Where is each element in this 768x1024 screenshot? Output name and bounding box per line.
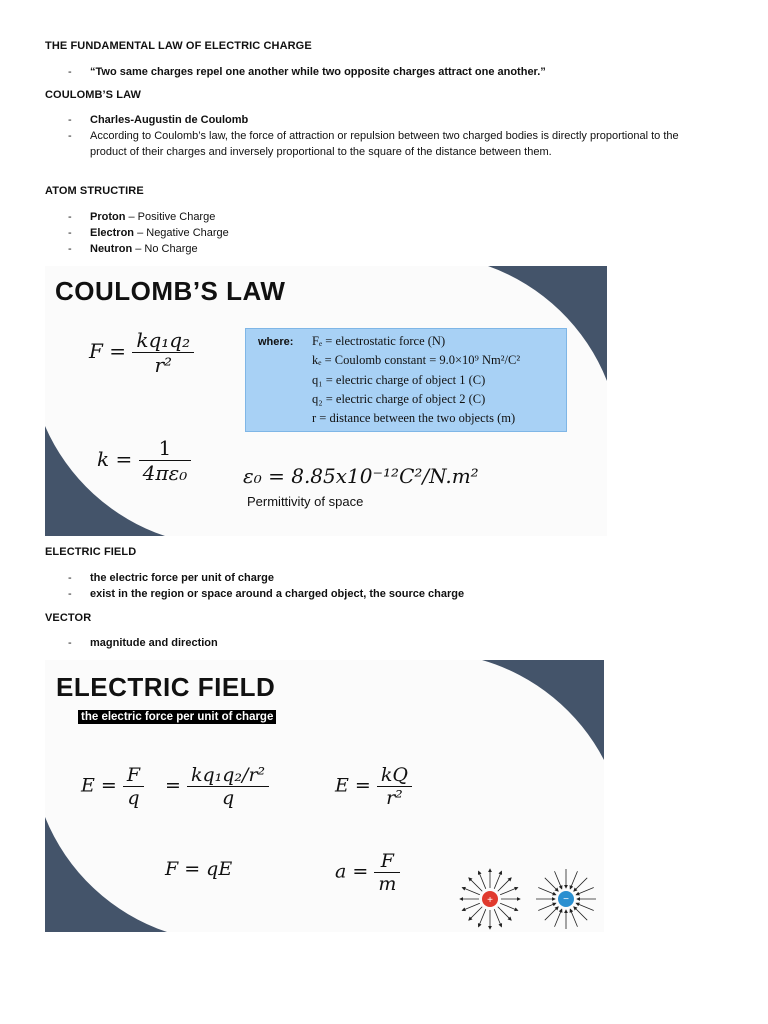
inward-field-line [576,888,594,895]
outward-field-line [479,909,486,927]
variables-legend [245,328,567,432]
electric-field-slide [45,660,604,932]
heading-coulombs-law: COULOMB’S LAW [45,89,142,101]
slide-subtitle: the electric force per unit of charge [78,710,276,724]
formula-lhs: k = [97,447,133,471]
coulomb-formula [89,328,194,377]
outward-field-line [462,903,480,910]
inward-field-line [545,907,558,920]
inward-field-line [576,903,594,910]
coulombs-law-slide [45,266,607,536]
outward-field-line [500,903,518,910]
bullet-dash: - [68,114,72,126]
bullet-dash: - [68,227,72,239]
atom-name: Proton [90,211,126,223]
force-formula: F = qE [165,858,233,880]
outward-field-line [500,888,518,895]
heading-vector: VECTOR [45,612,92,624]
formula-denominator: r² [132,352,194,377]
corner-arc-top-right [482,660,604,760]
outward-field-line [494,909,501,927]
atom-name: Neutron [90,243,133,255]
atom-name: Electron [90,227,135,239]
bullet-text: exist in the region or space around a charged object, the source charge [90,588,465,600]
bullet-dash: - [68,637,72,649]
formula-denominator: 4πε₀ [139,460,192,485]
outward-field-line [498,907,511,920]
bullet-text: the electric force per unit of charge [90,572,274,584]
formula-equals: = [165,774,181,797]
outward-field-line [469,878,482,891]
plus-sign: + [487,895,493,906]
formula-denominator: r² [377,786,412,809]
formula-lhs: a = [335,860,369,883]
field-lines-diagram [455,865,604,932]
inward-field-line [545,878,558,891]
slide-title: COULOMB’S LAW [55,276,286,306]
formula-numerator: kQ [380,764,408,786]
legend-line: q₂ = electric charge of object 2 (C) [312,392,486,406]
field-formula-force [81,764,144,809]
bullet-dash: - [68,588,72,600]
permittivity-formula: ε₀ = 8.85x10⁻¹²C²/N.m² [243,464,479,488]
inward-field-line [538,888,556,895]
bullet-text: According to Coulomb’s law, the force of attraction or repulsion between two charged bodies is directly proportional to the product of their charges and inversely proportional to the square of the distance between them. [90,130,679,158]
corner-arc-bottom-left [45,817,167,932]
formula-lhs: E = [81,774,117,797]
atom-desc: – Positive Charge [125,211,216,223]
outward-field-line [494,871,501,889]
k-formula [97,436,191,485]
formula-denominator: q [123,786,144,809]
field-formula-expanded [165,764,269,809]
bullet-text: magnitude and direction [90,637,218,649]
inward-field-line [555,871,562,889]
inward-field-line [570,909,577,927]
heading-fundamental-law: THE FUNDAMENTAL LAW OF ELECTRIC CHARGE [45,40,312,52]
bullet-dash: - [68,66,72,78]
formula-denominator: m [374,872,400,895]
heading-electric-field: ELECTRIC FIELD [45,546,137,558]
acceleration-formula [335,850,400,895]
atom-desc: – No Charge [132,243,198,255]
bullet-dash: - [68,211,72,223]
bullet-text: “Two same charges repel one another while two opposite charges attract one another.” [90,66,546,78]
legend-line: r = distance between the two objects (m) [312,411,516,425]
outward-field-line [462,888,480,895]
formula-lhs: F = [89,339,126,363]
inward-field-line [574,878,587,891]
outward-field-line [479,871,486,889]
formula-numerator: kq₁q₂/r² [190,764,266,786]
bullet-dash: - [68,572,72,584]
legend-line: q₁ = electric charge of object 1 (C) [312,373,486,387]
formula-numerator: F [126,764,141,786]
inward-field-line [570,871,577,889]
permittivity-caption: Permittivity of space [247,494,364,509]
atom-desc: – Negative Charge [134,227,229,239]
bullet-dash: - [68,130,72,142]
bullet-text: Charles-Augustin de Coulomb [90,114,249,126]
where-label: where: [258,336,294,348]
formula-denominator: q [187,786,269,809]
field-formula-point-charge [335,764,412,809]
formula-numerator: F [380,850,394,872]
slide-title: ELECTRIC FIELD [56,672,276,702]
bullet-dash: - [68,243,72,255]
inward-field-line [574,907,587,920]
formula-numerator: kq₁q₂ [136,328,191,352]
heading-atom-structure: ATOM STRUCTIRE [45,185,144,197]
legend-line: kₑ = Coulomb constant = 9.0×10⁹ Nm²/C² [312,353,521,367]
legend-line: Fₑ = electrostatic force (N) [312,334,446,348]
outward-field-line [498,878,511,891]
inward-field-line [538,903,556,910]
minus-sign: − [563,894,569,905]
inward-field-line [555,909,562,927]
outward-field-line [469,907,482,920]
formula-lhs: E = [335,774,371,797]
formula-numerator: 1 [158,436,172,460]
